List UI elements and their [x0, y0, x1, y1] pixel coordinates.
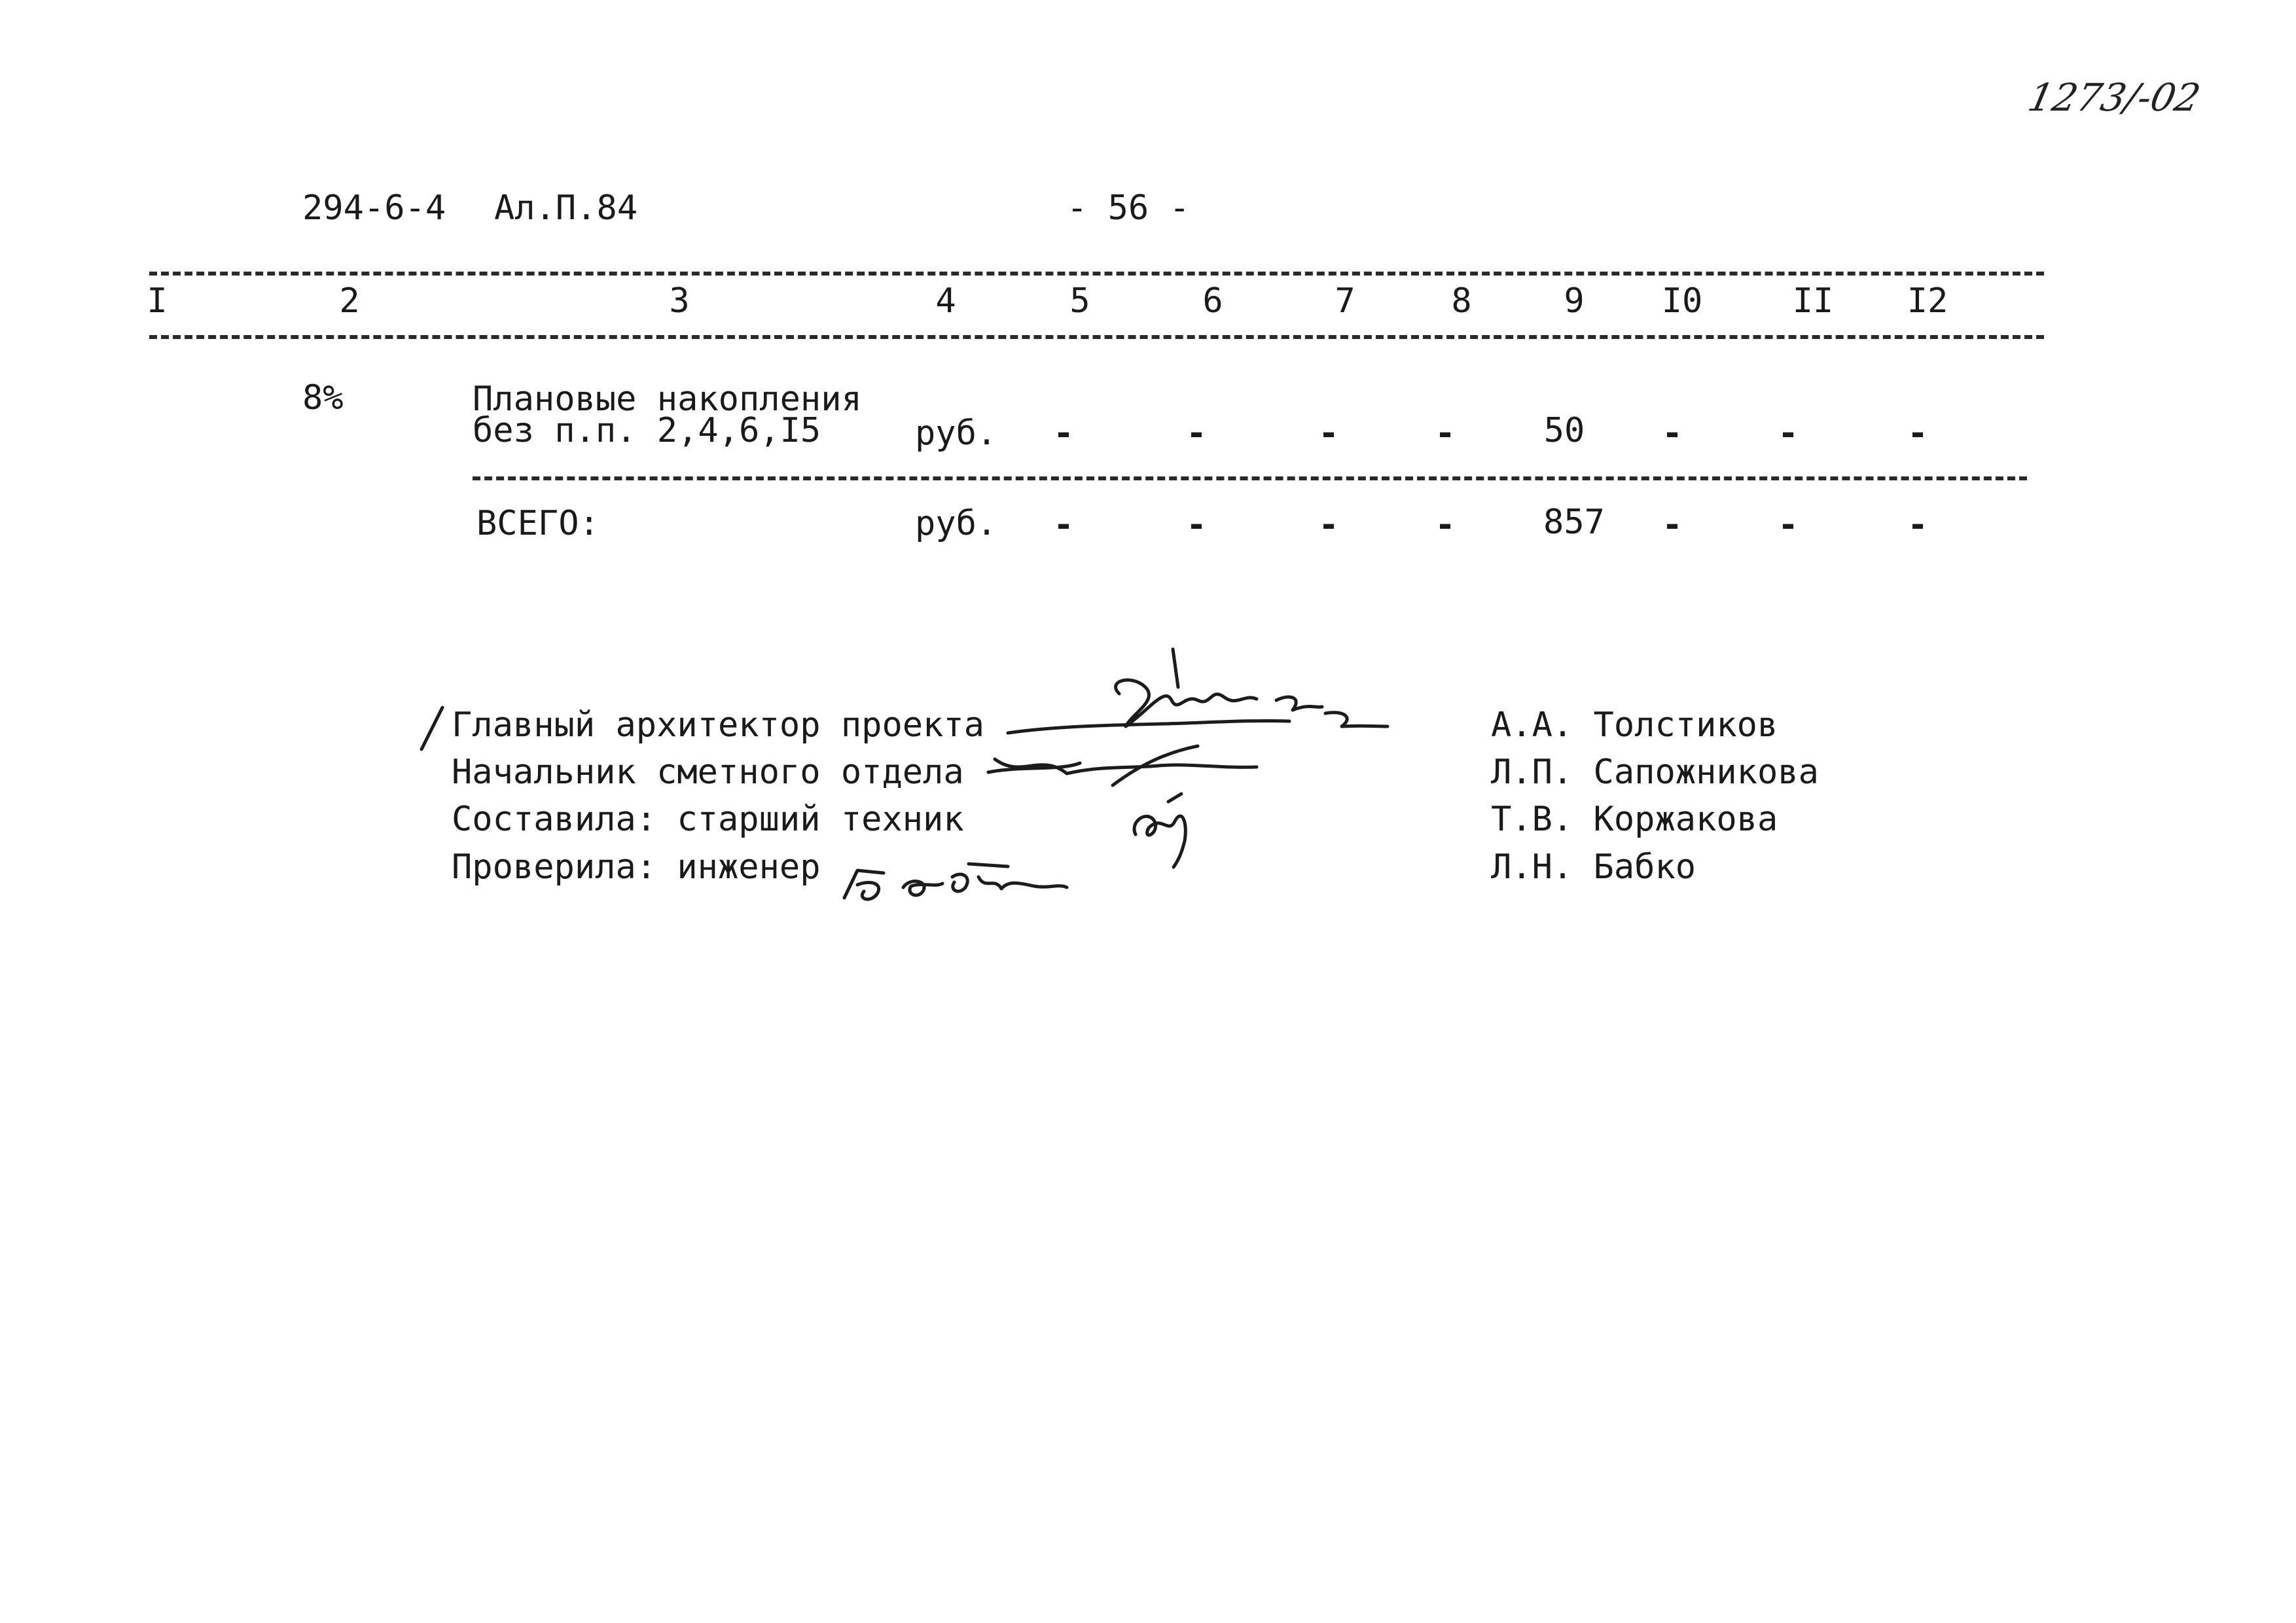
row-percent: 8%: [302, 378, 344, 418]
total-unit: руб.: [915, 504, 997, 543]
table-header-bottom-rule: [149, 335, 2044, 339]
column-header-3: 3: [669, 281, 690, 321]
total-rule: [473, 476, 2027, 480]
column-header-9: 9: [1564, 281, 1585, 321]
document-code: 294-6-4: [302, 188, 446, 228]
row-col12: -: [1907, 414, 1928, 453]
table-top-rule: [149, 272, 2044, 276]
row-description-line1: Плановые накопления: [473, 380, 862, 419]
total-col7: -: [1318, 505, 1339, 544]
column-header-2: 2: [339, 281, 360, 321]
row-col8: -: [1435, 414, 1456, 453]
row-col9-value: 50: [1543, 411, 1585, 450]
signature-name-chief-architect: А.А. Толстиков: [1491, 705, 1778, 745]
signature-role-estimate-head: Начальник сметного отдела: [452, 753, 964, 792]
total-col5: -: [1053, 505, 1074, 544]
total-col9-value: 857: [1543, 503, 1605, 542]
total-label: ВСЕГО:: [476, 504, 600, 543]
column-header-7: 7: [1335, 281, 1355, 321]
page-reference-handwritten: 1273/-02: [2024, 75, 2204, 120]
total-col12: -: [1907, 505, 1928, 544]
total-col8: -: [1435, 505, 1456, 544]
signature-name-compiler: Т.В. Коржакова: [1491, 800, 1778, 839]
signature-mark-stroke-left: [419, 704, 445, 756]
total-col6: -: [1186, 505, 1207, 544]
row-col7: -: [1318, 414, 1339, 453]
total-col11: -: [1778, 505, 1799, 544]
total-col10: -: [1662, 505, 1683, 544]
signature-mark-compiler: [1122, 782, 1214, 874]
row-col6: -: [1186, 414, 1207, 453]
row-col5: -: [1053, 414, 1074, 453]
column-header-6: 6: [1202, 281, 1223, 321]
column-header-12: I2: [1907, 281, 1948, 321]
signature-role-chief-architect: Главный архитектор проекта: [452, 705, 984, 745]
signature-name-checker: Л.Н. Бабко: [1491, 847, 1696, 887]
row-col10: -: [1662, 414, 1683, 453]
column-header-1: I: [147, 281, 168, 321]
signature-mark-checker: [838, 851, 1073, 910]
row-unit: руб.: [915, 414, 997, 453]
page-number: - 56 -: [1067, 188, 1190, 228]
sheet-reference: Ал.П.84: [494, 188, 638, 228]
signature-role-checker: Проверила: инженер: [452, 847, 821, 887]
row-col11: -: [1778, 414, 1799, 453]
column-header-5: 5: [1069, 281, 1090, 321]
column-header-4: 4: [935, 281, 956, 321]
column-header-11: II: [1792, 281, 1834, 321]
signature-role-compiler: Составила: старший техник: [452, 800, 964, 839]
signature-mark-chief-architect: [1001, 648, 1394, 746]
column-header-8: 8: [1451, 281, 1472, 321]
column-header-10: I0: [1661, 281, 1703, 321]
signature-name-estimate-head: Л.П. Сапожникова: [1491, 753, 1819, 792]
row-description-line2: без п.п. 2,4,6,I5: [473, 411, 821, 450]
